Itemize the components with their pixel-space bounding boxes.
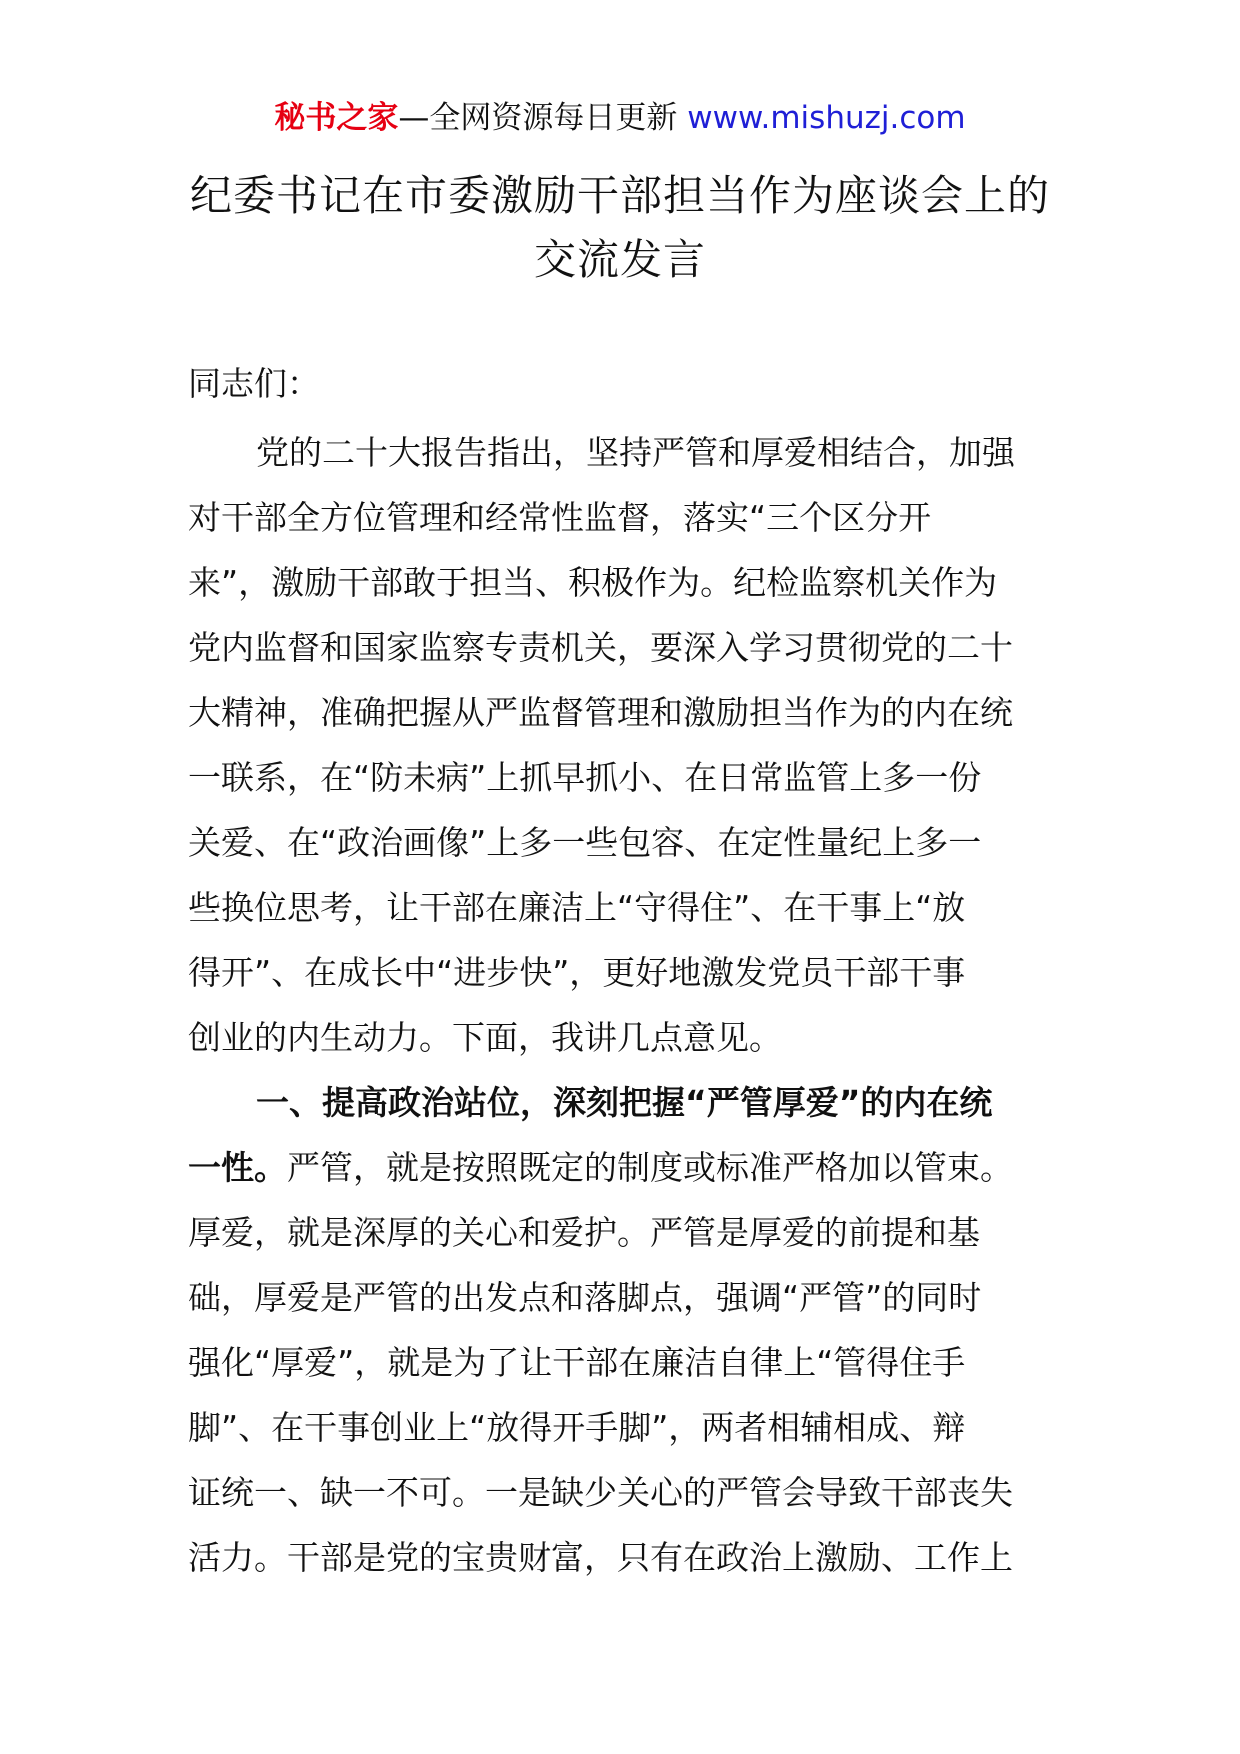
document-title bbox=[150, 164, 1090, 292]
paragraph-line: 一联系，在“防未病”上抓早抓小、在日常监管上多一份 bbox=[188, 758, 982, 797]
section-heading-continued: 一性。 bbox=[188, 1148, 287, 1187]
paragraph-line bbox=[188, 1135, 1058, 1200]
section-heading-line bbox=[188, 1070, 1058, 1135]
brand-name: 秘书之家 bbox=[274, 100, 399, 136]
header-tagline: —全网资源每日更新 bbox=[398, 100, 678, 136]
paragraph-line: 来”，激励干部敢于担当、积极作为。纪检监察机关作为 bbox=[188, 563, 998, 602]
paragraph-line: 础，厚爱是严管的出发点和落脚点，强调“严管”的同时 bbox=[188, 1278, 982, 1317]
paragraph-line: 证统一、缺一不可。一是缺少关心的严管会导致干部丧失 bbox=[188, 1473, 1013, 1512]
watermark-header bbox=[0, 98, 1240, 138]
paragraph-line: 强化“厚爱”，就是为了让干部在廉洁自律上“管得住手 bbox=[188, 1343, 966, 1382]
section-heading: 一、提高政治站位，深刻把握“严管厚爱”的内在统 bbox=[256, 1083, 993, 1122]
paragraph-line: 些换位思考，让干部在廉洁上“守得住”、在干事上“放 bbox=[188, 888, 966, 927]
paragraph-line: 关爱、在“政治画像”上多一些包容、在定性量纪上多一 bbox=[188, 823, 982, 862]
paragraph-line: 大精神，准确把握从严监督管理和激励担当作为的内在统 bbox=[188, 693, 1013, 732]
paragraph-line: 对干部全方位管理和经常性监督，落实“三个区分开 bbox=[188, 498, 932, 537]
title-line: 交流发言 bbox=[533, 235, 706, 284]
paragraph-line: 厚爱，就是深厚的关心和爱护。严管是厚爱的前提和基 bbox=[188, 1213, 980, 1252]
paragraph-line: 活力。干部是党的宝贵财富，只有在政治上激励、工作上 bbox=[188, 1538, 1013, 1577]
section-text: 严管，就是按照既定的制度或标准严格加以管束。 bbox=[287, 1148, 1013, 1187]
document-body bbox=[188, 420, 1058, 1590]
paragraph-line: 创业的内生动力。下面，我讲几点意见。 bbox=[188, 1018, 782, 1057]
paragraph-line: 党的二十大报告指出，坚持严管和厚爱相结合，加强 bbox=[256, 433, 1015, 472]
paragraph-line: 得开”、在成长中“进步快”，更好地激发党员干部干事 bbox=[188, 953, 966, 992]
site-link[interactable]: www.mishuzj.com bbox=[687, 100, 966, 136]
paragraph-line: 党内监督和国家监察专责机关，要深入学习贯彻党的二十 bbox=[188, 628, 1013, 667]
title-line: 纪委书记在市委激励干部担当作为座谈会上的 bbox=[189, 171, 1050, 220]
salutation: 同志们： bbox=[188, 364, 320, 403]
paragraph-line: 脚”、在干事创业上“放得开手脚”，两者相辅相成、辩 bbox=[188, 1408, 966, 1447]
